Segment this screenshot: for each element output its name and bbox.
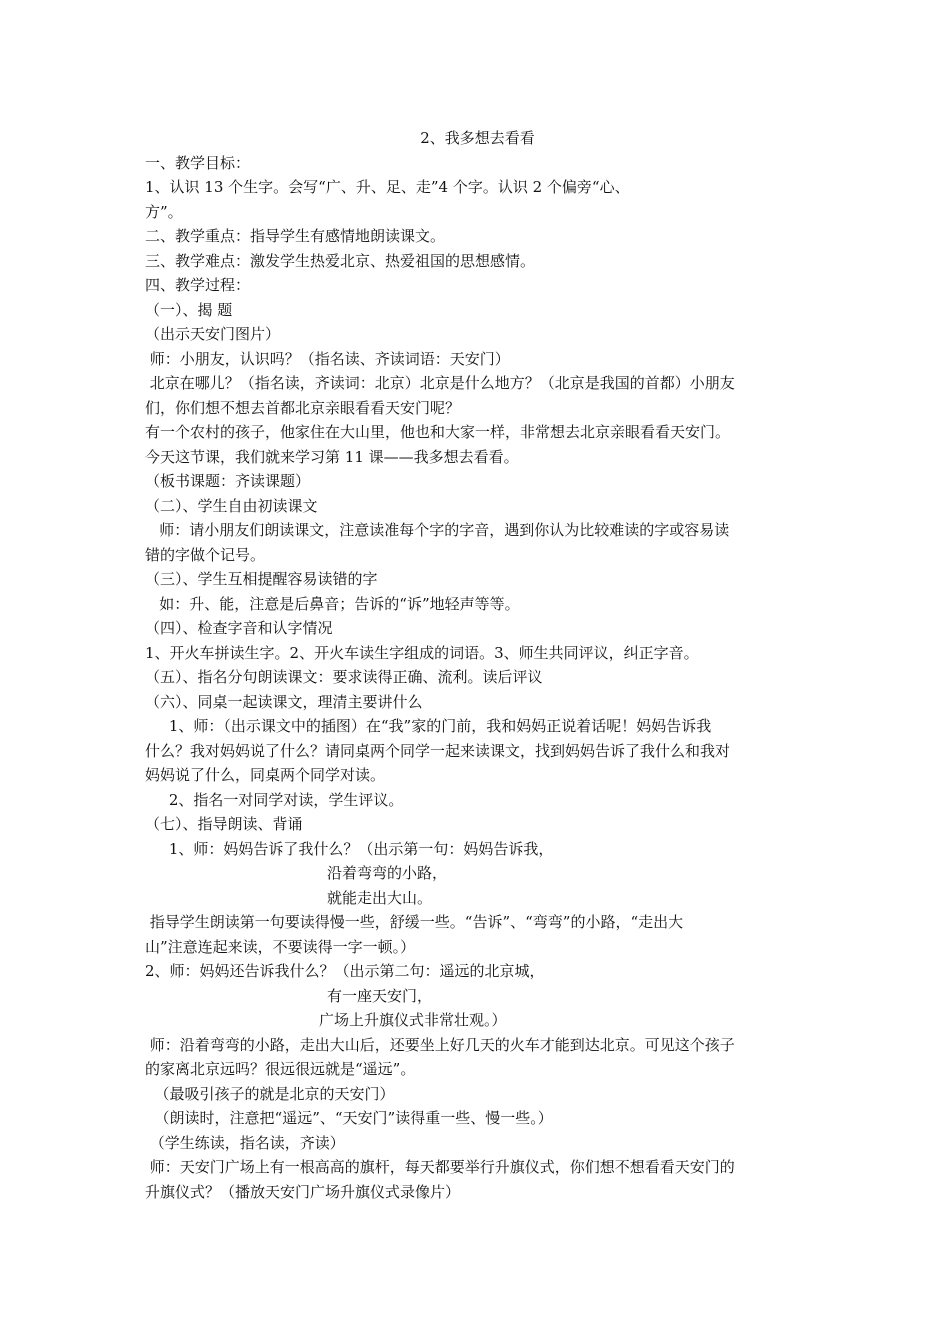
text-line: 二、教学重点：指导学生有感情地朗读课文。 bbox=[145, 227, 446, 245]
text-line: （三）、学生互相提醒容易读错的字 bbox=[145, 570, 378, 588]
text-line: 四、教学过程： bbox=[145, 276, 251, 294]
text-line: 有一个农村的孩子，他家住在大山里，他也和大家一样，非常想去北京亲眼看看天安门。 bbox=[145, 423, 731, 441]
text-line: 山”注意连起来读，不要读得一字一顿。） bbox=[145, 937, 416, 956]
text-line: 师：天安门广场上有一根高高的旗杆，每天都要举行升旗仪式，你们想不想看看天安门的 bbox=[145, 1158, 735, 1176]
text-line: 妈妈说了什么，同桌两个同学对读。 bbox=[145, 766, 386, 784]
document-body bbox=[145, 126, 810, 1204]
text-line: （板书课题：齐读课题） bbox=[145, 472, 311, 490]
text-line: 师：小朋友，认识吗？（指名读、齐读词语：天安门） bbox=[145, 349, 510, 368]
text-line: 三、教学难点：激发学生热爱北京、热爱祖国的思想感情。 bbox=[145, 251, 536, 270]
text-line: 指导学生朗读第一句要读得慢一些，舒缓一些。“告诉”、“弯弯”的小路，“走出大 bbox=[145, 913, 684, 931]
text-line: （七）、指导朗读、背诵 bbox=[145, 815, 303, 833]
text-line: （二）、学生自由初读课文 bbox=[145, 496, 318, 515]
text-line: （学生练读，指名读，齐读） bbox=[145, 1133, 345, 1152]
text-line: （出示天安门图片） bbox=[145, 325, 281, 343]
text-line: 广场上升旗仪式非常壮观。） bbox=[319, 1011, 507, 1029]
text-line: 什么？我对妈妈说了什么？请同桌两个同学一起来读课文，找到妈妈告诉了我什么和我对 bbox=[145, 741, 731, 760]
text-line: 就能走出大山。 bbox=[327, 888, 433, 907]
text-line: （一）、揭 题 bbox=[145, 300, 233, 319]
text-line: 1、开火车拼读生字。2、开火车读生字组成的词语。3、师生共同评议，纠正字音。 bbox=[145, 643, 699, 662]
text-line: 的家离北京远吗？很远很远就是“遥远”。 bbox=[145, 1060, 416, 1078]
text-line: 师：沿着弯弯的小路，走出大山后，还要坐上好几天的火车才能到达北京。可见这个孩子 bbox=[145, 1035, 735, 1054]
text-line: 沿着弯弯的小路， bbox=[327, 864, 448, 882]
text-line: 北京在哪儿？（指名读，齐读词：北京）北京是什么地方？（北京是我国的首都）小朋友 bbox=[145, 374, 735, 392]
text-line: 有一座天安门， bbox=[327, 986, 433, 1005]
text-line: （六）、同桌一起读课文，理清主要讲什么 bbox=[145, 692, 423, 711]
text-line: 1、认识 13 个生字。会写“广、升、足、走”4 个字。认识 2 个偏旁“心、 bbox=[145, 178, 630, 196]
text-line: 错的字做个记号。 bbox=[145, 545, 266, 564]
text-line: 们，你们想不想去首都北京亲眼看看天安门呢？ bbox=[145, 398, 461, 417]
document-title: 2、我多想去看看 bbox=[420, 129, 535, 147]
text-line: 方”。 bbox=[145, 202, 183, 221]
text-line: （朗读时，注意把“遥远”、“天安门”读得重一些、慢一些。） bbox=[145, 1109, 553, 1127]
document-lines bbox=[145, 151, 810, 1205]
text-line: 2、指名一对同学对读，学生评议。 bbox=[145, 790, 404, 809]
text-line: 2、师：妈妈还告诉我什么？（出示第二句：遥远的北京城， bbox=[145, 962, 545, 980]
text-line: 1、师：妈妈告诉了我什么？（出示第一句：妈妈告诉我， bbox=[145, 839, 554, 858]
text-line: 如：升、能，注意是后鼻音；告诉的“诉”地轻声等等。 bbox=[145, 594, 520, 613]
text-line: 一、教学目标： bbox=[145, 153, 251, 172]
text-line: （最吸引孩子的就是北京的天安门） bbox=[145, 1084, 395, 1103]
text-line: （四）、检查字音和认字情况 bbox=[145, 619, 333, 637]
text-line: （五）、指名分句朗读课文：要求读得正确、流利。读后评议 bbox=[145, 668, 543, 686]
text-line: 今天这节课，我们就来学习第 11 课——我多想去看看。 bbox=[145, 447, 519, 466]
text-line: 升旗仪式？（播放天安门广场升旗仪式录像片） bbox=[145, 1182, 461, 1201]
text-line: 师：请小朋友们朗读课文，注意读准每个字的字音，遇到你认为比较难读的字或容易读 bbox=[145, 521, 730, 539]
text-line: 1、师：（出示课文中的插图）在“我”家的门前，我和妈妈正说着话呢！妈妈告诉我 bbox=[145, 717, 712, 735]
